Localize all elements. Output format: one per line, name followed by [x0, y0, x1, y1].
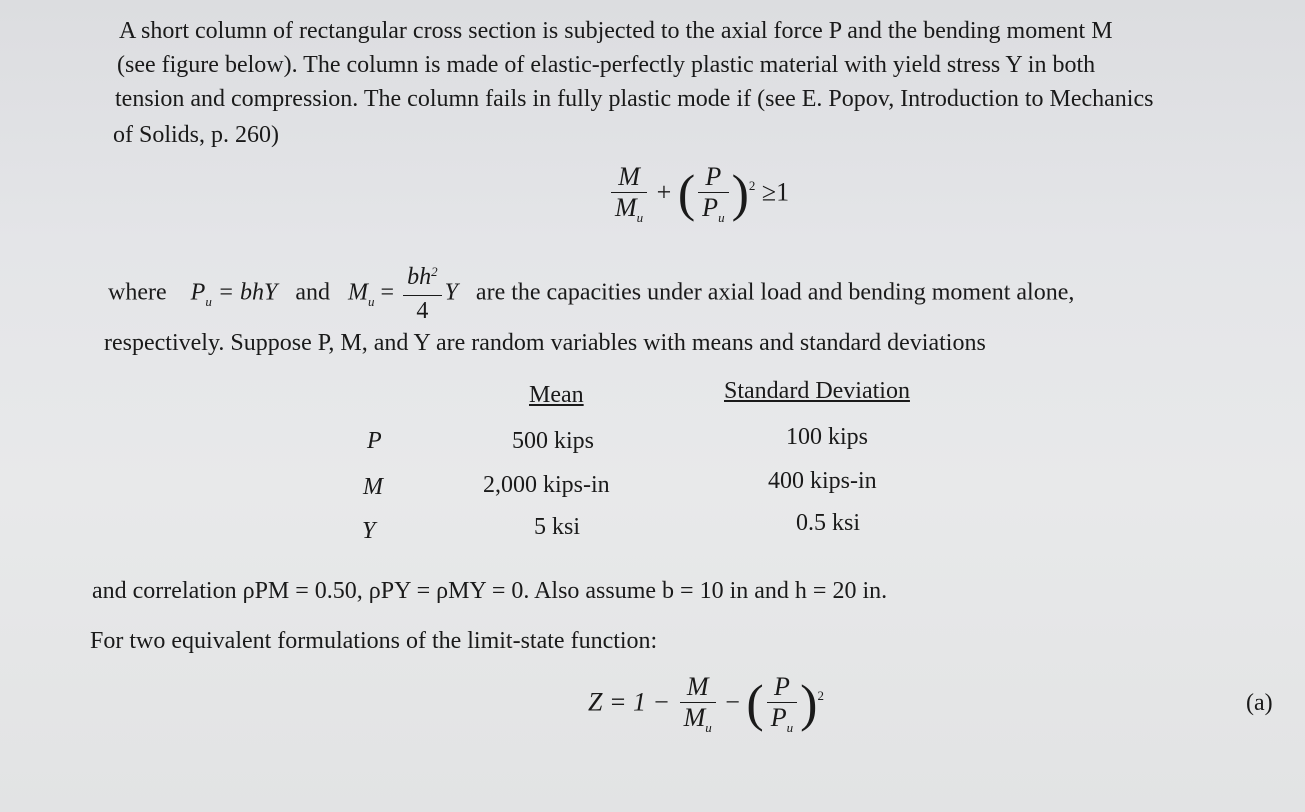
- limit-state-equation: [588, 672, 824, 737]
- row-label-m: M: [363, 474, 383, 500]
- power-two: 2: [431, 264, 438, 279]
- relation-sign: ≥1: [761, 177, 790, 207]
- row-label-p: P: [367, 428, 382, 454]
- u-subscript: u: [205, 293, 212, 309]
- u-subscript: u: [786, 720, 794, 735]
- correlation-line: and correlation ρPM = 0.50, ρPY = ρMY = 0. Also assume b = 10 in and h = 20 in.: [92, 578, 888, 604]
- where-word: where: [108, 279, 167, 306]
- and-word: and: [295, 279, 331, 306]
- power-two: 2: [748, 178, 756, 194]
- u-subscript: u: [636, 210, 644, 225]
- row-label-y: Y: [362, 518, 376, 544]
- equation-label: (a): [1246, 690, 1273, 716]
- fraction-numerator: M: [611, 162, 647, 193]
- mean-m: 2,000 kips-in: [483, 472, 610, 498]
- right-paren: ): [731, 165, 749, 223]
- fraction-numerator: [403, 262, 442, 296]
- sd-y: 0.5 ksi: [796, 510, 861, 536]
- p-over-pu-fraction: [698, 162, 728, 227]
- fraction-denominator: [611, 193, 647, 227]
- plus-sign: +: [656, 177, 672, 207]
- intro-line-2: (see figure below). The column is made of elastic-perfectly plastic material with yield stress Y in both: [117, 52, 1096, 78]
- failure-equation: [608, 162, 789, 227]
- fraction-numerator: P: [698, 162, 728, 193]
- sd-m: 400 kips-in: [768, 468, 877, 494]
- bh2-over-4-fraction: [403, 262, 442, 326]
- fraction-denominator: 4: [416, 298, 429, 324]
- y-symbol: Y: [444, 279, 458, 306]
- left-paren: (: [746, 675, 764, 733]
- mu-symbol: M: [615, 193, 637, 222]
- p-over-pu-fraction: [767, 672, 797, 737]
- fraction-numerator: P: [767, 672, 797, 703]
- formulation-line: For two equivalent formulations of the limit-state function:: [90, 628, 658, 654]
- mu-symbol: M: [683, 703, 706, 732]
- fraction-denominator: [698, 193, 728, 227]
- u-subscript: u: [718, 210, 725, 225]
- bh-text: bh: [407, 264, 432, 290]
- fraction-denominator: [767, 703, 797, 737]
- m-over-mu-fraction: [680, 672, 716, 737]
- equals-sign: =: [380, 279, 395, 306]
- power-two: 2: [817, 688, 824, 704]
- sd-p: 100 kips: [786, 424, 869, 450]
- pu-symbol: P: [702, 193, 719, 222]
- intro-line-1: A short column of rectangular cross section is subjected to the axial force P and the bending moment M: [119, 18, 1113, 44]
- minus-sign: −: [725, 687, 740, 717]
- sd-header: Standard Deviation: [724, 378, 910, 404]
- respectively-line: respectively. Suppose P, M, and Y are random variables with means and standard deviations: [104, 330, 986, 356]
- mean-header: Mean: [529, 382, 584, 408]
- pu-symbol: P: [190, 279, 206, 306]
- fraction-numerator: M: [680, 672, 716, 703]
- mu-symbol: M: [348, 279, 369, 306]
- z-lhs: Z = 1 −: [588, 687, 671, 717]
- intro-line-4: of Solids, p. 260): [113, 122, 280, 148]
- mean-y: 5 ksi: [534, 514, 581, 540]
- m-over-mu-fraction: [611, 162, 647, 227]
- pu-symbol: P: [770, 703, 787, 732]
- fraction-denominator: [680, 703, 716, 737]
- right-paren: ): [800, 675, 818, 733]
- where-line: [108, 262, 1278, 326]
- where-rest-text: are the capacities under axial load and bending moment alone,: [475, 279, 1075, 306]
- u-subscript: u: [705, 720, 712, 735]
- mean-p: 500 kips: [512, 428, 595, 454]
- intro-line-3: tension and compression. The column fails in fully plastic mode if (see E. Popov, Introduction to Mechanics: [115, 86, 1154, 112]
- left-paren: (: [677, 165, 696, 223]
- pu-definition: = bhY: [217, 279, 278, 306]
- u-subscript: u: [368, 293, 375, 309]
